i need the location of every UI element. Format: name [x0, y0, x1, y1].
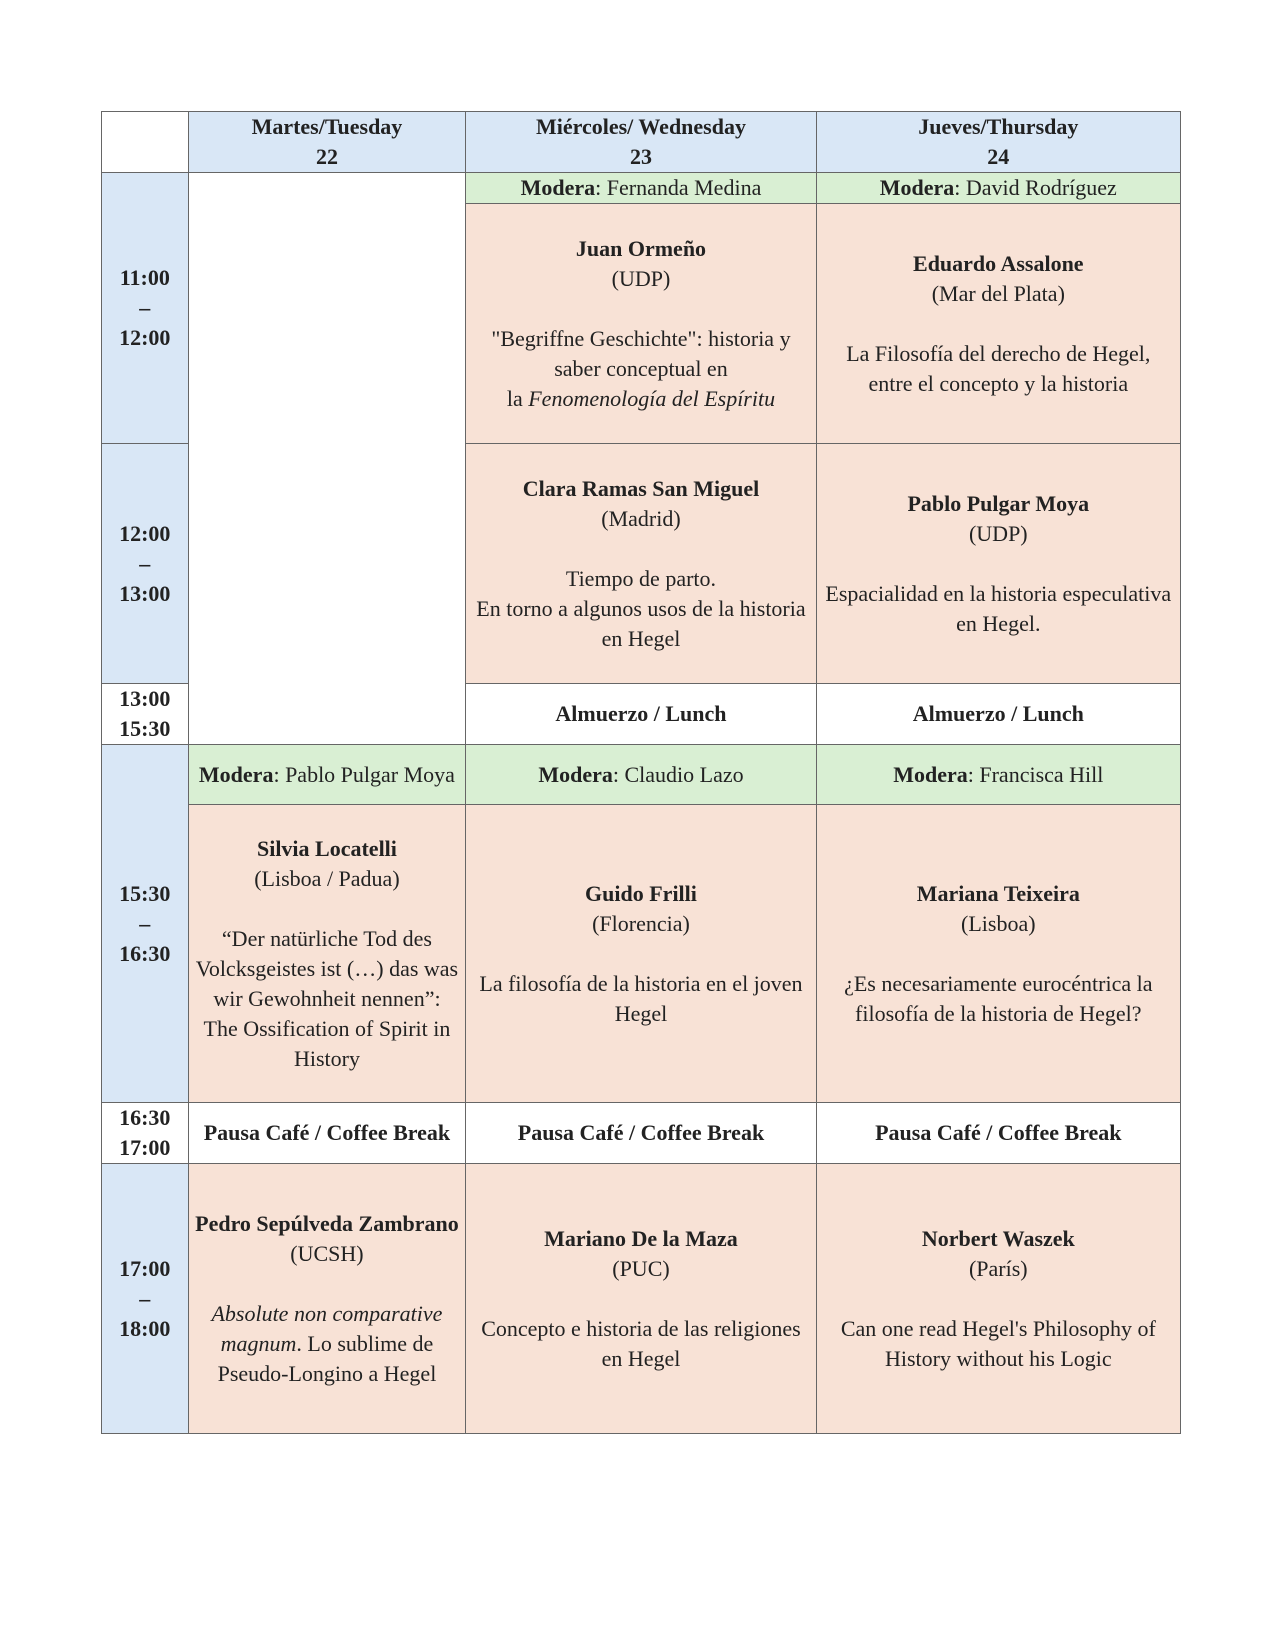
- corner-cell: [102, 112, 189, 173]
- speaker-affiliation: (Lisboa): [961, 910, 1036, 936]
- day-header-thursday: Jueves/Thursday 24: [816, 112, 1180, 173]
- slot-1530-row: [102, 805, 1181, 1103]
- speaker-name: Clara Ramas San Miguel: [522, 475, 760, 501]
- moderator-tuesday-afternoon: Modera: Pablo Pulgar Moya: [188, 745, 466, 805]
- talk-wed-1100: [466, 204, 816, 444]
- speaker-affiliation: (UCSH): [290, 1240, 364, 1266]
- speaker-name: Mariano De la Maza: [544, 1225, 738, 1251]
- speaker-affiliation: (Florencia): [592, 910, 690, 936]
- moderator-thursday-afternoon: Modera: Francisca Hill: [816, 745, 1180, 805]
- time-slot-1630: 16:30 17:00: [102, 1103, 189, 1164]
- talk-title: Can one read Hegel's Philosophy of History without his Logic: [840, 1315, 1156, 1371]
- talk-thu-1200: [816, 444, 1180, 684]
- speaker-name: Silvia Locatelli: [256, 835, 397, 861]
- talk-thu-1100: [816, 204, 1180, 444]
- moderator-wednesday-afternoon: Modera: Claudio Lazo: [466, 745, 816, 805]
- speaker-affiliation: (Mar del Plata): [931, 280, 1065, 306]
- speaker-name: Pedro Sepúlveda Zambrano: [195, 1210, 459, 1236]
- talk-wed-1530: [466, 805, 816, 1103]
- talk-wed-1200: [466, 444, 816, 684]
- speaker-affiliation: (PUC): [612, 1255, 670, 1281]
- talk-title: La filosofía de la historia en el joven Hegel: [479, 970, 803, 1026]
- time-slot-1200: 12:00 – 13:00: [102, 444, 189, 684]
- lunch-thursday: Almuerzo / Lunch: [816, 684, 1180, 745]
- talk-thu-1700: [816, 1164, 1180, 1434]
- speaker-name: Eduardo Assalone: [913, 250, 1084, 276]
- coffee-row: [102, 1103, 1181, 1164]
- schedule-table: [101, 111, 1181, 1434]
- lunch-wednesday: Almuerzo / Lunch: [466, 684, 816, 745]
- moderator-row-morning: [102, 173, 1181, 204]
- talk-title: "Begriffne Geschichte": historia y saber conceptual en la Fenomenología del Espíritu: [491, 325, 791, 411]
- time-slot-1530: 15:30 – 16:30: [102, 745, 189, 1103]
- talk-title: La Filosofía del derecho de Hegel, entre el concepto y la historia: [846, 340, 1151, 396]
- time-slot-1100: 11:00 – 12:00: [102, 173, 189, 444]
- speaker-affiliation: (Madrid): [601, 505, 681, 531]
- talk-title: “Der natürliche Tod des Volcksgeistes ist (…) das was wir Gewohnheit nennen”: The Ossification of Spirit in History: [195, 925, 459, 1071]
- speaker-name: Norbert Waszek: [921, 1225, 1075, 1251]
- coffee-wednesday: Pausa Café / Coffee Break: [466, 1103, 816, 1164]
- speaker-name: Juan Ormeño: [575, 235, 707, 261]
- day-header-tuesday: Martes/Tuesday 22: [188, 112, 466, 173]
- talk-title: Tiempo de parto. En torno a algunos usos de la historia en Hegel: [476, 565, 806, 651]
- day-header-wednesday: Miércoles/ Wednesday 23: [466, 112, 816, 173]
- slot-1700-row: [102, 1164, 1181, 1434]
- coffee-thursday: Pausa Café / Coffee Break: [816, 1103, 1180, 1164]
- moderator-thursday-morning: Modera: David Rodríguez: [816, 173, 1180, 204]
- talk-title: Espacialidad en la historia especulativa en Hegel.: [825, 580, 1172, 636]
- talk-title: ¿Es necesariamente eurocéntrica la filosofía de la historia de Hegel?: [844, 970, 1153, 1026]
- speaker-name: Guido Frilli: [585, 880, 697, 906]
- tuesday-morning-empty: [188, 173, 466, 745]
- header-row: [102, 112, 1181, 173]
- talk-tue-1530: [188, 805, 466, 1103]
- speaker-name: Pablo Pulgar Moya: [907, 490, 1090, 516]
- talk-wed-1700: [466, 1164, 816, 1434]
- time-slot-1700: 17:00 – 18:00: [102, 1164, 189, 1434]
- talk-title: Absolute non comparative magnum. Lo sublime de Pseudo-Longino a Hegel: [211, 1300, 443, 1386]
- speaker-affiliation: (UDP): [611, 265, 671, 291]
- time-slot-1300: 13:00 15:30: [102, 684, 189, 745]
- coffee-tuesday: Pausa Café / Coffee Break: [188, 1103, 466, 1164]
- speaker-affiliation: (UDP): [968, 520, 1028, 546]
- talk-tue-1700: [188, 1164, 466, 1434]
- speaker-affiliation: (Lisboa / Padua): [254, 865, 400, 891]
- talk-title: Concepto e historia de las religiones en Hegel: [481, 1315, 801, 1371]
- moderator-row-afternoon: [102, 745, 1181, 805]
- talk-thu-1530: [816, 805, 1180, 1103]
- speaker-name: Mariana Teixeira: [916, 880, 1080, 906]
- moderator-wednesday-morning: Modera: Fernanda Medina: [466, 173, 816, 204]
- speaker-affiliation: (París): [968, 1255, 1028, 1281]
